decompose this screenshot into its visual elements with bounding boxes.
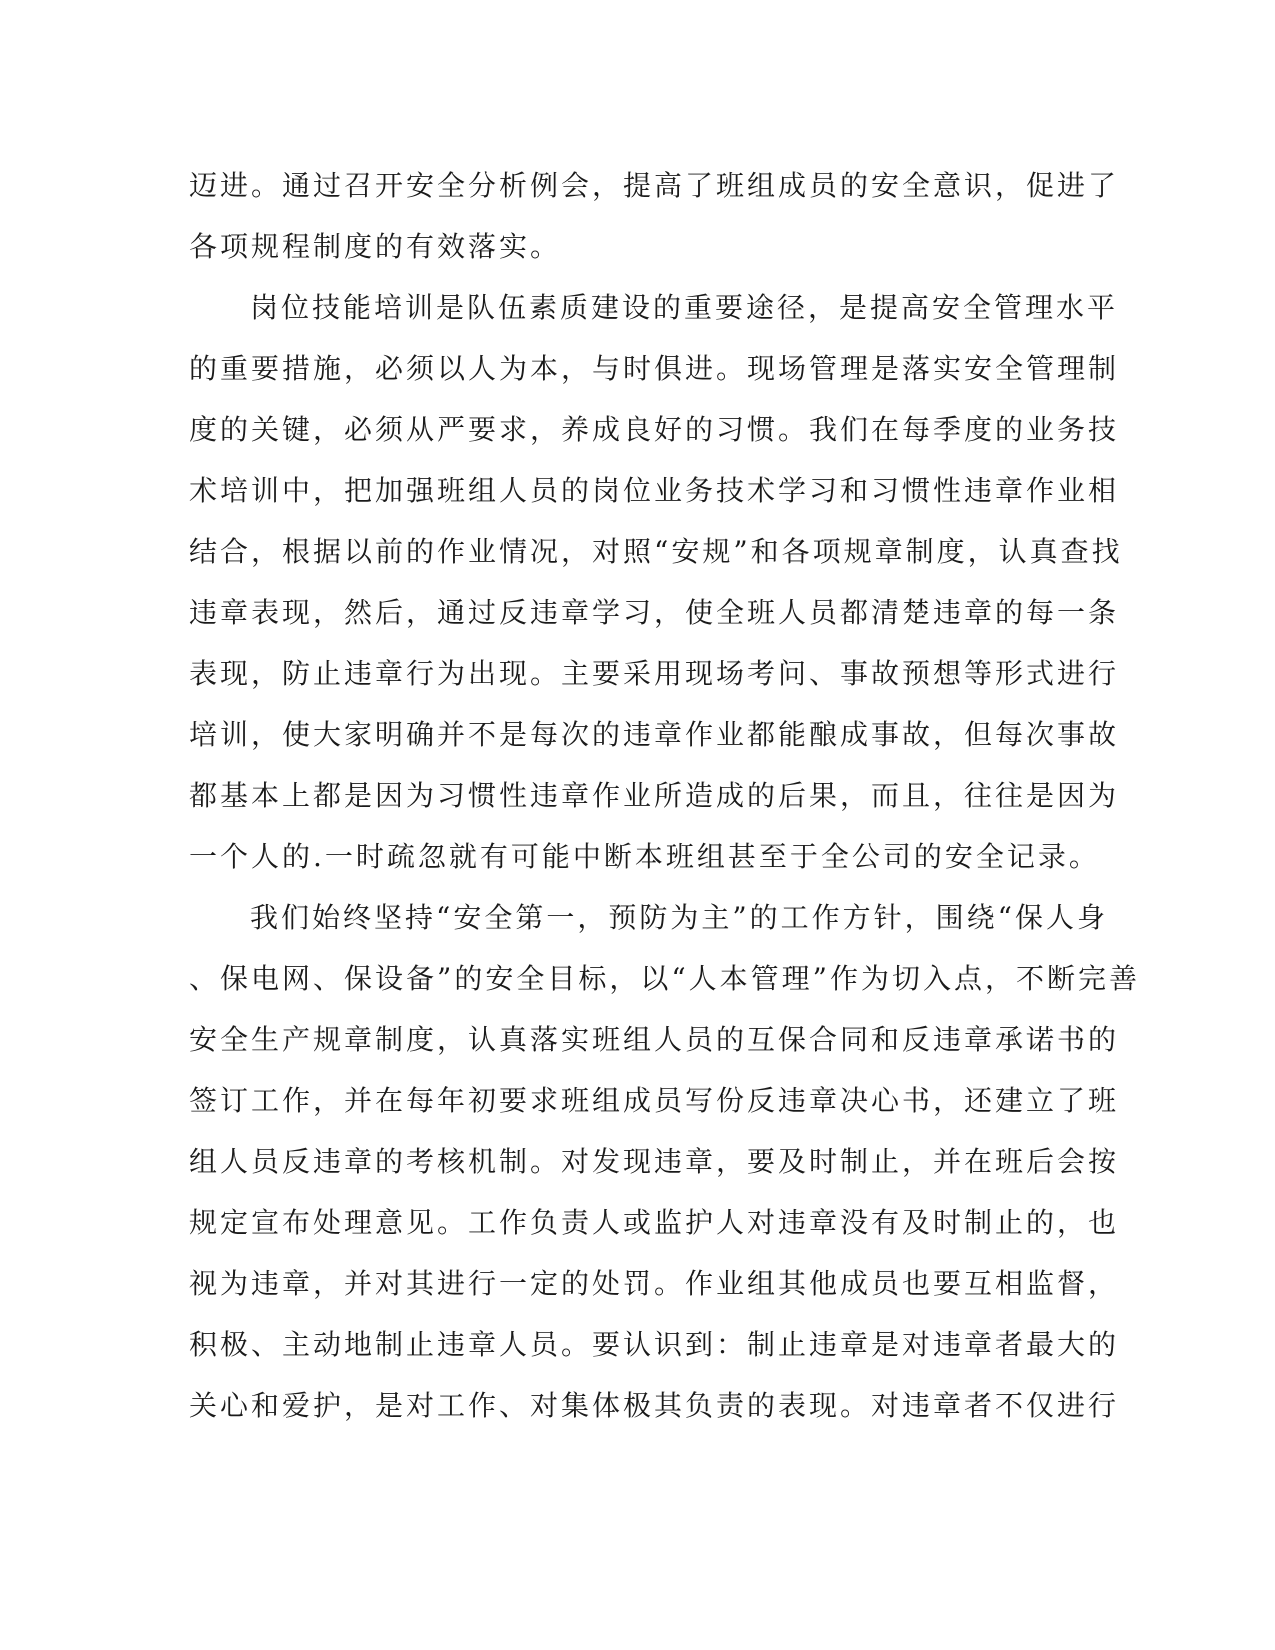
text-line: 结合，根据以前的作业情况，对照“安规”和各项规章制度，认真查找 xyxy=(189,535,1123,568)
text-line: 一个人的.一时疏忽就有可能中断本班组甚至于全公司的安全记录。 xyxy=(189,840,1100,873)
text-line: 的重要措施，必须以人为本，与时俱进。现场管理是落实安全管理制 xyxy=(189,352,1120,385)
text-line: 都基本上都是因为习惯性违章作业所造成的后果，而且，往往是因为 xyxy=(189,779,1120,812)
text-line: 度的关键，必须从严要求，养成良好的习惯。我们在每季度的业务技 xyxy=(189,413,1120,446)
paragraph-first-line: 我们始终坚持“安全第一，预防为主”的工作方针，围绕“保人身 xyxy=(250,901,1108,934)
text-line: 各项规程制度的有效落实。 xyxy=(189,230,562,263)
text-line: 培训，使大家明确并不是每次的违章作业都能酿成事故，但每次事故 xyxy=(189,718,1120,751)
text-line: 违章表现，然后，通过反违章学习，使全班人员都清楚违章的每一条 xyxy=(189,596,1120,629)
text-line: 规定宣布处理意见。工作负责人或监护人对违章没有及时制止的，也 xyxy=(189,1206,1120,1239)
text-line: 组人员反违章的考核机制。对发现违章，要及时制止，并在班后会按 xyxy=(189,1145,1120,1178)
text-line: 、保电网、保设备”的安全目标，以“人本管理”作为切入点，不断完善 xyxy=(189,962,1140,995)
text-line: 术培训中，把加强班组人员的岗位业务技术学习和习惯性违章作业相 xyxy=(189,474,1120,507)
text-line: 安全生产规章制度，认真落实班组人员的互保合同和反违章承诺书的 xyxy=(189,1023,1120,1056)
document-body xyxy=(189,155,1140,1436)
text-line: 签订工作，并在每年初要求班组成员写份反违章决心书，还建立了班 xyxy=(189,1084,1120,1117)
text-line: 视为违章，并对其进行一定的处罚。作业组其他成员也要互相监督， xyxy=(189,1267,1120,1300)
text-line: 表现，防止违章行为出现。主要采用现场考问、事故预想等形式进行 xyxy=(189,657,1120,690)
text-line: 积极、主动地制止违章人员。要认识到：制止违章是对违章者最大的 xyxy=(189,1328,1120,1361)
text-line: 迈进。通过召开安全分析例会，提高了班组成员的安全意识，促进了 xyxy=(189,169,1120,202)
paragraph-first-line: 岗位技能培训是队伍素质建设的重要途径，是提高安全管理水平 xyxy=(250,291,1119,324)
text-line: 关心和爱护，是对工作、对集体极其负责的表现。对违章者不仅进行 xyxy=(189,1389,1120,1422)
